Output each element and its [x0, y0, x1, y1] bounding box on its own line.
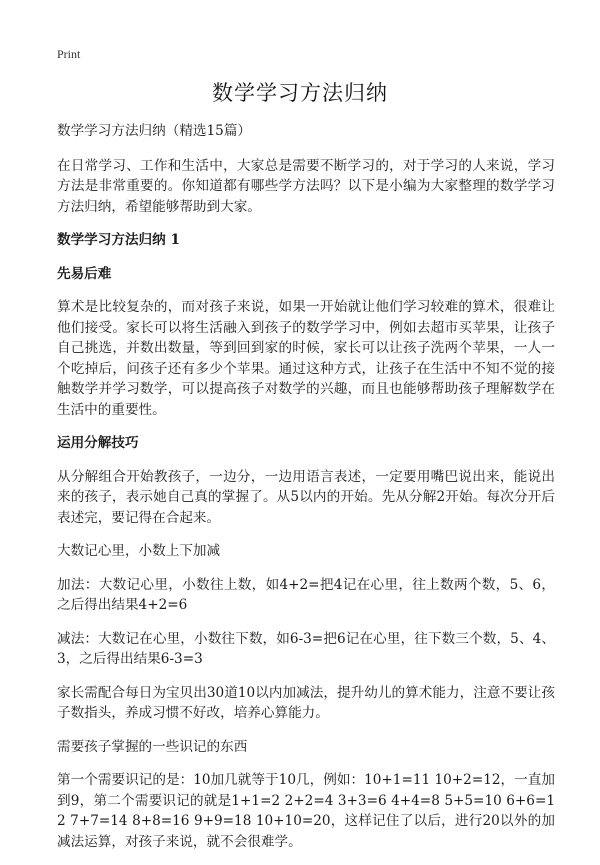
subheading-decomposition: 运用分解技巧 [57, 435, 139, 451]
article-body [57, 121, 555, 865]
addition-paragraph: 加法：大数记心里，小数往上数，如4+2=把4记在心里，往上数两个数，5、6，之后得出结果4+2=6 [57, 576, 555, 613]
intro-paragraph: 在日常学习、工作和生活中，大家总是需要不断学习的，对于学习的人来说，学习方法是非常重要的。你知道都有哪些学方法吗？以下是小编为大家整理的数学学习方法归纳，希望能够帮助到大家。 [57, 157, 555, 215]
paragraph-decomposition: 从分解组合开始教孩子，一边分，一边用语言表述，一定要用嘴巴说出来，能说出来的孩子，表示她自己真的掌握了。从5以内的开始。先从分解2开始。每次分开后表述完，要记得在合起来。 [57, 468, 555, 526]
rule-line: 大数记心里，小数上下加减 [57, 543, 221, 559]
paragraph-easy-first: 算术是比较复杂的，而对孩子来说，如果一开始就让他们学习较难的算术，很难让他们接受。家长可以将生活融入到孩子的数学学习中，例如去超市买苹果，让孩子自己挑选，并数出数量，等到回到家的时候，家长可以让孩子洗两个苹果，一人一个吃掉后，问孩子还有多少个苹果。通过这种方式，让孩子在生活中不知不觉的接触数学并学习数学，可以提高孩子对数学的兴趣，而且也能够帮助孩子理解数学在生活中的重要性。 [57, 299, 555, 418]
subheading-easy-first: 先易后难 [57, 265, 112, 282]
parent-paragraph: 家长需配合每日为宝贝出30道10以内加减法，提升幼儿的算术能力，注意不要让孩子数指头，养成习惯不好改，培养心算能力。 [57, 684, 555, 721]
memorize-paragraph: 第一个需要识记的是：10加几就等于10几，例如：10+1=11 10+2=12，一直加到9，第二个需要识记的就是1+1=2 2+2=4 3+3=6 4+4=8 5+5=10 6+6=12 7+7=14 8+8=16 9+9=18 10+10=20，这样记住了以后，进行20以外的加减法运算，对孩子来说，就不会很难学。 [57, 772, 555, 850]
print-link[interactable]: Print [57, 47, 81, 61]
article-subtitle: 数学学习方法归纳（精选15篇） [57, 123, 252, 139]
section-heading: 数学学习方法归纳 1 [57, 232, 180, 248]
memorize-line: 需要孩子掌握的一些识记的东西 [57, 738, 248, 755]
page-title: 数学学习方法归纳 [212, 81, 388, 105]
subtraction-paragraph: 减法：大数记在心里，小数往下数，如6-3=把6记在心里，往下数三个数，5、4、3，之后得出结果6-3=3 [57, 630, 555, 667]
